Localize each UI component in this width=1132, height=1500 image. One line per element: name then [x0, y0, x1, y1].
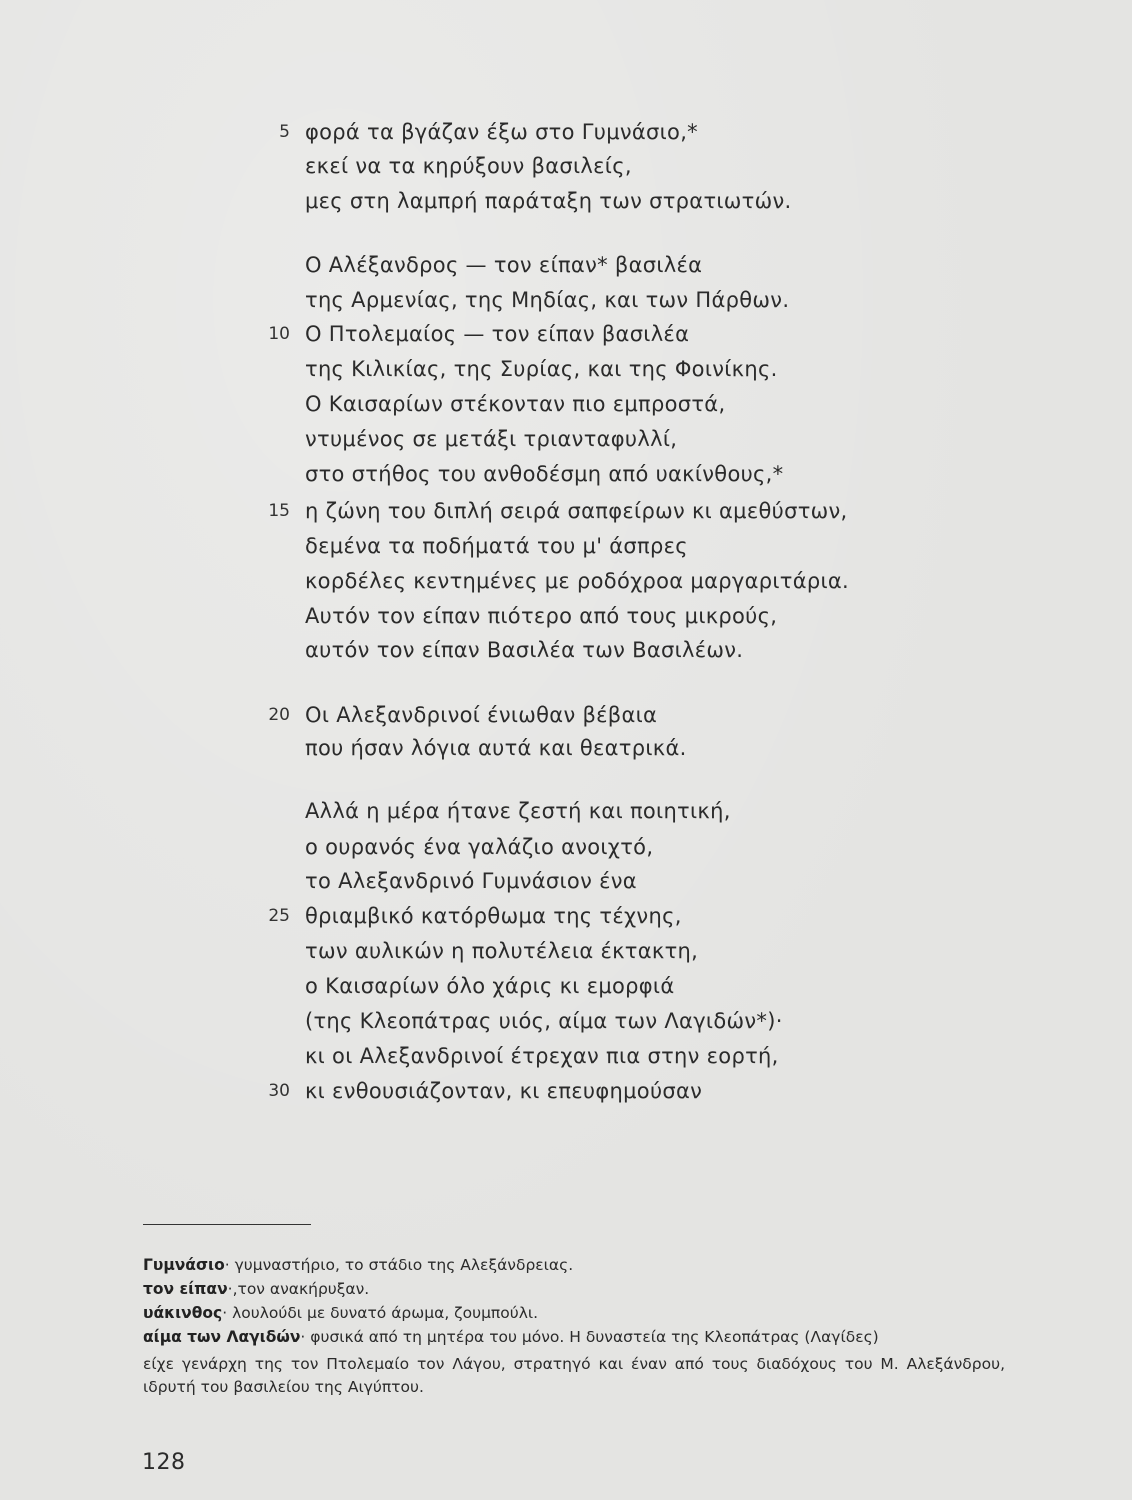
poem-line: Ο Αλέξανδρος — τον είπαν* βασιλέα: [305, 253, 703, 277]
footnote-definition: ·,τον ανακήρυξαν.: [227, 1280, 370, 1298]
poem-line: κι ενθουσιάζονταν, κι επευφημούσαν: [305, 1079, 703, 1103]
footnote-continuation: είχε γενάρχη της τον Πτολεμαίο τον Λάγου, στρατηγό και έναν από τους διαδόχους του Μ. Αλεξάνδρου, ιδρυτή του βασιλείου της Αιγύπτου.: [143, 1355, 1005, 1396]
poem-line: των αυλικών η πολυτέλεια έκτακτη,: [305, 939, 699, 963]
poem-line: εκεί να τα κηρύξουν βασιλείς,: [305, 154, 632, 178]
poem-line: κορδέλες κεντημένες με ροδόχροα μαργαριτάρια.: [305, 569, 850, 593]
poem-line: δεμένα τα ποδήματά του μ' άσπρες: [305, 534, 688, 558]
poem-line: ντυμένος σε μετάξι τριανταφυλλί,: [305, 427, 678, 451]
footnote: [143, 1255, 573, 1275]
poem-line: φορά τα βγάζαν έξω στο Γυμνάσιο,*: [305, 120, 698, 144]
poem-line: ο Καισαρίων όλο χάρις κι εμορφιά: [305, 974, 675, 998]
poem-line: που ήσαν λόγια αυτά και θεατρικά.: [305, 736, 687, 760]
poem-line: Ο Πτολεμαίος — τον είπαν βασιλέα: [305, 322, 690, 346]
poem-line: στο στήθος του ανθοδέσμη από υακίνθους,*: [305, 462, 784, 486]
poem-line: της Κιλικίας, της Συρίας, και της Φοινίκης.: [305, 357, 778, 381]
poem-line: (της Κλεοπάτρας υιός, αίμα των Λαγιδών*)·: [305, 1009, 783, 1033]
line-number: 25: [268, 906, 290, 926]
line-number: 5: [279, 122, 290, 142]
footnote-definition: · γυμναστήριο, το στάδιο της Αλεξάνδρειας.: [224, 1256, 574, 1274]
poem-line: κι οι Αλεξανδρινοί έτρεχαν πια στην εορτή,: [305, 1044, 779, 1068]
poem-line: αυτόν τον είπαν Βασιλέα των Βασιλέων.: [305, 638, 744, 662]
page-number: 128: [142, 1450, 186, 1475]
poem-line: η ζώνη του διπλή σειρά σαπφείρων κι αμεθύστων,: [305, 499, 848, 523]
poem-line: μες στη λαμπρή παράταξη των στρατιωτών.: [305, 189, 792, 213]
footnote-definition: · φυσικά από τη μητέρα του μόνο. Η δυναστεία της Κλεοπάτρας (Λαγίδες): [300, 1328, 879, 1346]
footnote-term: τον είπαν: [143, 1280, 228, 1298]
poem-line: το Αλεξανδρινό Γυμνάσιον ένα: [305, 869, 637, 893]
poem-line: Αυτόν τον είπαν πιότερο από τους μικρούς,: [305, 604, 778, 628]
poem-line: θριαμβικό κατόρθωμα της τέχνης,: [305, 904, 682, 928]
footnote: [143, 1327, 879, 1347]
footnote: [143, 1303, 538, 1323]
footnote-term: υάκινθος: [143, 1304, 223, 1322]
poem-line: Ο Καισαρίων στέκονταν πιο εμπροστά,: [305, 392, 726, 416]
footnote-term: αίμα των Λαγιδών: [143, 1328, 301, 1346]
footnote: [143, 1279, 369, 1299]
line-number: 30: [268, 1081, 290, 1101]
poem-line: ο ουρανός ένα γαλάζιο ανοιχτό,: [305, 835, 654, 859]
footnote-term: Γυμνάσιο: [143, 1256, 225, 1274]
footnote-divider: [143, 1224, 311, 1225]
poem-line: Οι Αλεξανδρινοί ένιωθαν βέβαια: [305, 703, 658, 727]
line-number: 15: [268, 501, 290, 521]
poem-line: Αλλά η μέρα ήτανε ζεστή και ποιητική,: [305, 799, 731, 823]
footnote-definition: · λουλούδι με δυνατό άρωμα, ζουμπούλι.: [222, 1304, 539, 1322]
poem-line: της Αρμενίας, της Μηδίας, και των Πάρθων.: [305, 288, 790, 312]
line-number: 20: [268, 705, 290, 725]
line-number: 10: [268, 324, 290, 344]
